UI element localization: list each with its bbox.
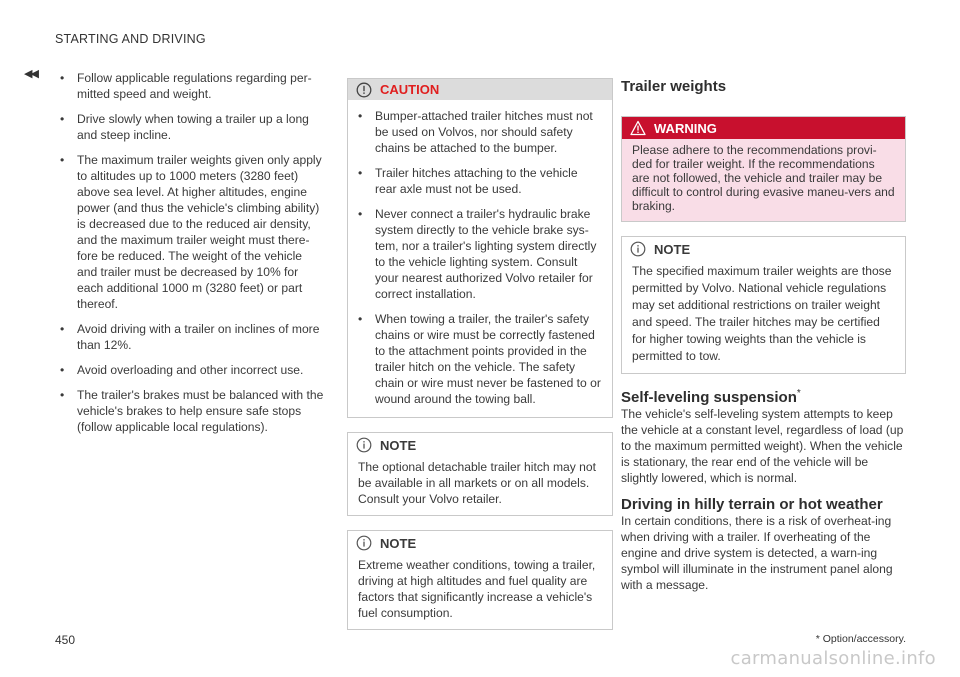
note-title: NOTE xyxy=(654,241,691,257)
section-header: STARTING AND DRIVING xyxy=(55,32,206,46)
caution-title: CAUTION xyxy=(380,82,440,97)
list-item: • Never connect a trailer's hydraulic brake system directly to the vehicle brake sys-tem, nor a trailer's lighting system directly to the vehicle lighting system. Consult your nearest authorized Volvo retailer for correct installation. xyxy=(358,207,597,301)
middle-column xyxy=(347,78,613,630)
note-title: NOTE xyxy=(380,535,417,551)
warning-title: WARNING xyxy=(654,120,717,136)
caution-box xyxy=(347,78,613,418)
option-footnote: * Option/accessory. xyxy=(815,633,906,645)
self-leveling-text: The vehicle's self-leveling system attempts to keep the vehicle at a constant level, regardless of load (up to the maximum permitted weight). When the vehicle is stationary, the rear end of the vehicle will be slightly lowered, which is normal. xyxy=(621,407,904,485)
list-item: • The maximum trailer weights given only apply to altitudes up to 1000 meters (3280 feet) above sea level. At higher altitudes, engine power (and thus the vehicle's climbing ability) is decreased due to the reduced air density, and the maximum trailer weight must there-fore be reduced. The weight of the vehicle and trailer must be decreased by 10% for each additional 1000 m (3280 feet) or part thereof. xyxy=(60,153,322,311)
driving-tips-list xyxy=(60,70,325,435)
hilly-terrain-heading: Driving in hilly terrain or hot weather xyxy=(621,496,883,513)
previous-page-marker: ◀◀ xyxy=(24,68,37,80)
self-leveling-heading: Self-leveling suspension* xyxy=(621,388,801,406)
note-text: The specified maximum trailer weights are those permitted by Volvo. National vehicle regulations may set additional restrictions on trailer weight and speed. The trailer hitches may be certified for higher towing weights than the vehicle is permitted to tow. xyxy=(632,264,892,363)
note-text: Extreme weather conditions, towing a trailer, driving at high altitudes and fuel quality are factors that significantly increase a vehicle's fuel consumption. xyxy=(358,558,596,620)
warning-box xyxy=(621,116,906,222)
page-number: 450 xyxy=(55,633,76,647)
note-text: The optional detachable trailer hitch may not be available in all markets or on all models. Consult your Volvo retailer. xyxy=(358,460,596,506)
list-item: • Drive slowly when towing a trailer up a long and steep incline. xyxy=(60,112,309,142)
note-box-fuel-consumption xyxy=(347,530,613,630)
note-title: NOTE xyxy=(380,437,417,453)
note-box-detachable-hitch xyxy=(347,432,613,516)
warning-text: Please adhere to the recommendations provi-ded for trailer weight. If the recommendations are not followed, the vehicle and trailer may be difficult to control during evasive maneu-vers and braking. xyxy=(622,139,905,221)
watermark: carmanualsonline.info xyxy=(730,648,936,669)
option-asterisk: * xyxy=(796,388,801,399)
info-circle-icon xyxy=(630,241,646,257)
trailer-weights-heading: Trailer weights xyxy=(621,78,727,95)
warning-triangle-icon xyxy=(630,120,646,136)
list-item: • Bumper-attached trailer hitches must not be used on Volvos, nor should safety chains be attached to the bumper. xyxy=(358,109,593,155)
hilly-terrain-text: In certain conditions, there is a risk of overheat-ing when driving with a trailer. If overheating of the engine and drive system is detected, a warn-ing symbol will illuminate in the instrument panel along with a message. xyxy=(621,514,893,592)
info-circle-icon xyxy=(356,535,372,551)
list-item: • When towing a trailer, the trailer's safety chains or wire must be correctly fastened to the attachment points provided in the trailer hitch on the vehicle. The safety chain or wire must never be fastened to or wound around the towing ball. xyxy=(358,312,601,406)
note-box-max-weights xyxy=(621,236,906,374)
left-column xyxy=(60,70,325,444)
list-item: • The trailer's brakes must be balanced with the vehicle's brakes to help ensure safe stops (follow applicable local regulations). xyxy=(60,388,324,434)
list-item: • Trailer hitches attaching to the vehicle rear axle must not be used. xyxy=(358,166,578,196)
list-item: • Avoid driving with a trailer on inclines of more than 12%. xyxy=(60,322,320,352)
info-circle-icon xyxy=(356,437,372,453)
exclamation-circle-icon xyxy=(356,82,372,98)
list-item: • Avoid overloading and other incorrect use. xyxy=(60,363,304,377)
right-column xyxy=(621,78,906,593)
list-item: • Follow applicable regulations regarding per-mitted speed and weight. xyxy=(60,71,312,101)
caution-header xyxy=(348,79,612,100)
caution-list xyxy=(358,108,602,407)
